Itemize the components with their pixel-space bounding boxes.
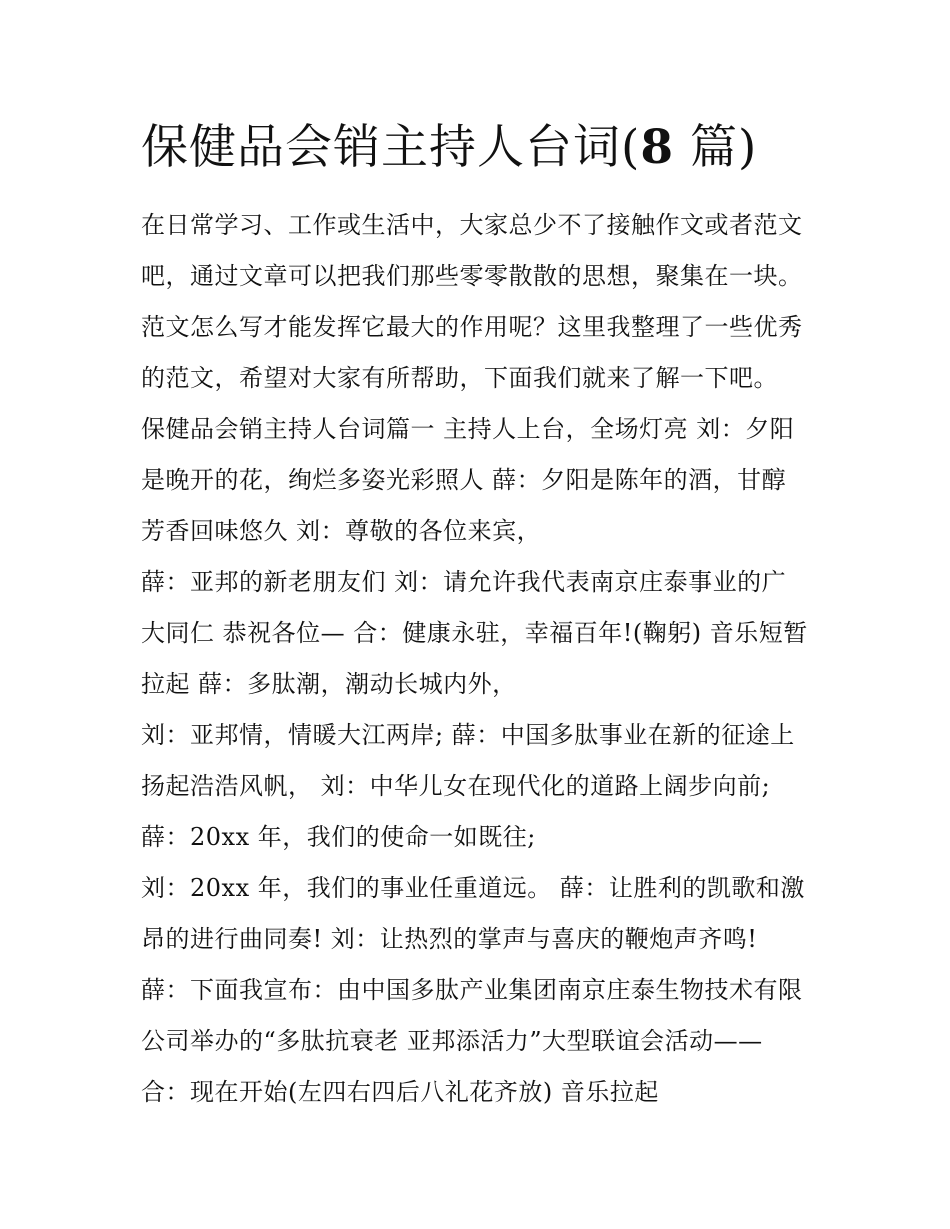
text-line: 薛：20xx 年，我们的使命一如既往; bbox=[141, 823, 536, 851]
title-number: 8 bbox=[640, 120, 675, 175]
title-prefix: 保健品会销主持人台词( bbox=[141, 120, 641, 175]
text-line: 大同仁 恭祝各位— 合：健康永驻，幸福百年!(鞠躬) 音乐短暂 bbox=[141, 619, 808, 647]
text-line: 芳香回味悠久 刘：尊敬的各位来宾， bbox=[141, 517, 542, 545]
text-line: 刘：亚邦情，情暖大江两岸; 薛：中国多肽事业在新的征途上 bbox=[141, 721, 795, 749]
text-line: 在日常学习、工作或生活中，大家总少不了接触作文或者范文 bbox=[141, 211, 803, 239]
text-line: 是晚开的花，绚烂多姿光彩照人 薛：夕阳是陈年的酒，甘醇 bbox=[141, 466, 787, 494]
text-line: 公司举办的“多肽抗衰老 亚邦添活力”大型联谊会活动—— bbox=[141, 1027, 763, 1055]
text-line: 薛：下面我宣布：由中国多肽产业集团南京庄泰生物技术有限 bbox=[141, 976, 803, 1004]
text-line: 扬起浩浩风帆， 刘：中华儿女在现代化的道路上阔步向前; bbox=[141, 772, 771, 800]
text-line: 刘：20xx 年，我们的事业任重道远。 薛：让胜利的凯歌和激 bbox=[141, 874, 805, 902]
text-line: 薛：亚邦的新老朋友们 刘：请允许我代表南京庄泰事业的广 bbox=[141, 568, 787, 596]
title-suffix: 篇) bbox=[674, 120, 758, 175]
text-line: 吧，通过文章可以把我们那些零零散散的思想，聚集在一块。 bbox=[141, 262, 803, 290]
text-line: 昂的进行曲同奏! 刘：让热烈的掌声与喜庆的鞭炮声齐鸣! bbox=[141, 925, 758, 953]
body-text bbox=[141, 200, 821, 1118]
text-line: 的范文，希望对大家有所帮助，下面我们就来了解一下吧。 bbox=[141, 364, 778, 392]
text-line: 拉起 薛：多肽潮，潮动长城内外， bbox=[141, 670, 517, 698]
page-title bbox=[141, 118, 757, 178]
text-line: 范文怎么写才能发挥它最大的作用呢？这里我整理了一些优秀 bbox=[141, 313, 803, 341]
text-line: 保健品会销主持人台词篇一 主持人上台，全场灯亮 刘：夕阳 bbox=[141, 415, 795, 443]
text-line: 合：现在开始(左四右四后八礼花齐放) 音乐拉起 bbox=[141, 1078, 659, 1106]
